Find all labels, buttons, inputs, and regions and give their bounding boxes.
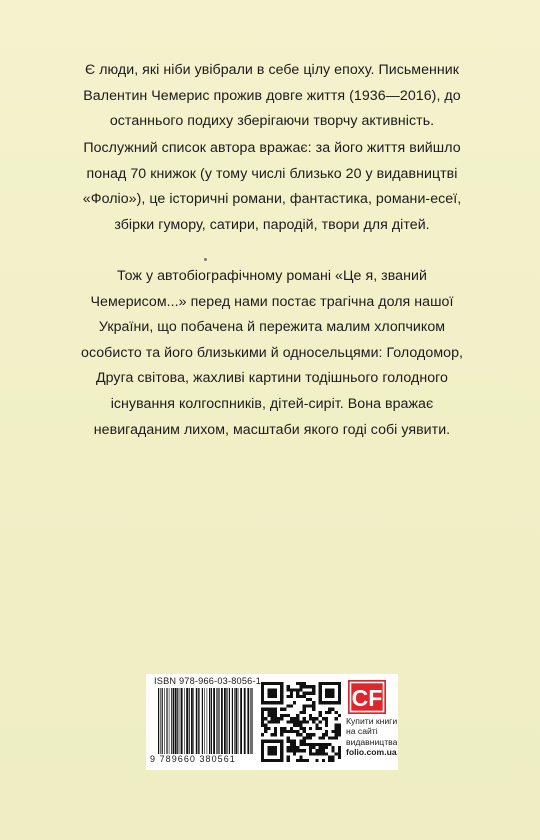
blurb-paragraph-1: [62, 58, 482, 135]
blurb-paragraph-3: [62, 264, 482, 443]
blurb-line: існування колгоспників, дітей-сиріт. Вона вражає: [110, 395, 434, 412]
svg-text:CF: CF: [351, 685, 383, 711]
blurb-line: понад 70 книжок (у тому числі близько 20 у видавництві: [86, 165, 458, 182]
blurb-line: особисто та його близькими й односельцями: Голодомор,: [81, 344, 463, 361]
promo-line: видавництва: [346, 736, 398, 747]
blurb-line: невигаданим лихом, масштаби якого годі собі уявити.: [93, 421, 451, 438]
blurb-line: Тож у автобіографічному романі «Це я, званий: [117, 268, 427, 284]
blurb-line: «Фоліо»), це історичні романи, фантастика, романи-есеї,: [82, 191, 462, 208]
blurb-line: останнього подиху зберігаючи творчу активність.: [109, 113, 435, 130]
publisher-promo: [346, 716, 397, 758]
blurb-paragraph-2: [62, 136, 482, 238]
isbn-label: ISBN 978-966-03-8056-1: [154, 676, 262, 686]
barcode-digits: 9 789660 380561: [150, 754, 236, 764]
barcode-panel: [146, 674, 398, 770]
qr-code-icon[interactable]: [261, 682, 341, 762]
publisher-website-link[interactable]: folio.com.ua: [346, 747, 397, 758]
blurb-line: Послужний список автора вражає: за його життя вийшло: [83, 140, 461, 156]
print-speck: [204, 258, 207, 261]
blurb-line: Друга світова, жахливі картини тодішнього голодного: [95, 370, 449, 387]
blurb-line: Валентин Чемерис прожив довге життя (1936—2016), до: [83, 87, 461, 104]
blurb-line: Чемерисом...» перед нами постає трагічна доля нашої: [90, 293, 454, 310]
blurb-line: України, що побачена й пережита малим хлопчиком: [98, 319, 446, 336]
folio-logo-icon: [348, 680, 386, 714]
barcode-icon: [156, 688, 256, 754]
blurb-line: збірки гумору, сатири, пародій, твори для дітей.: [114, 216, 430, 233]
blurb-line: Є люди, які ніби увібрали в себе цілу епоху. Письменник: [84, 62, 460, 78]
promo-line: Купити книги: [346, 716, 398, 726]
promo-line: на сайті: [346, 726, 378, 737]
